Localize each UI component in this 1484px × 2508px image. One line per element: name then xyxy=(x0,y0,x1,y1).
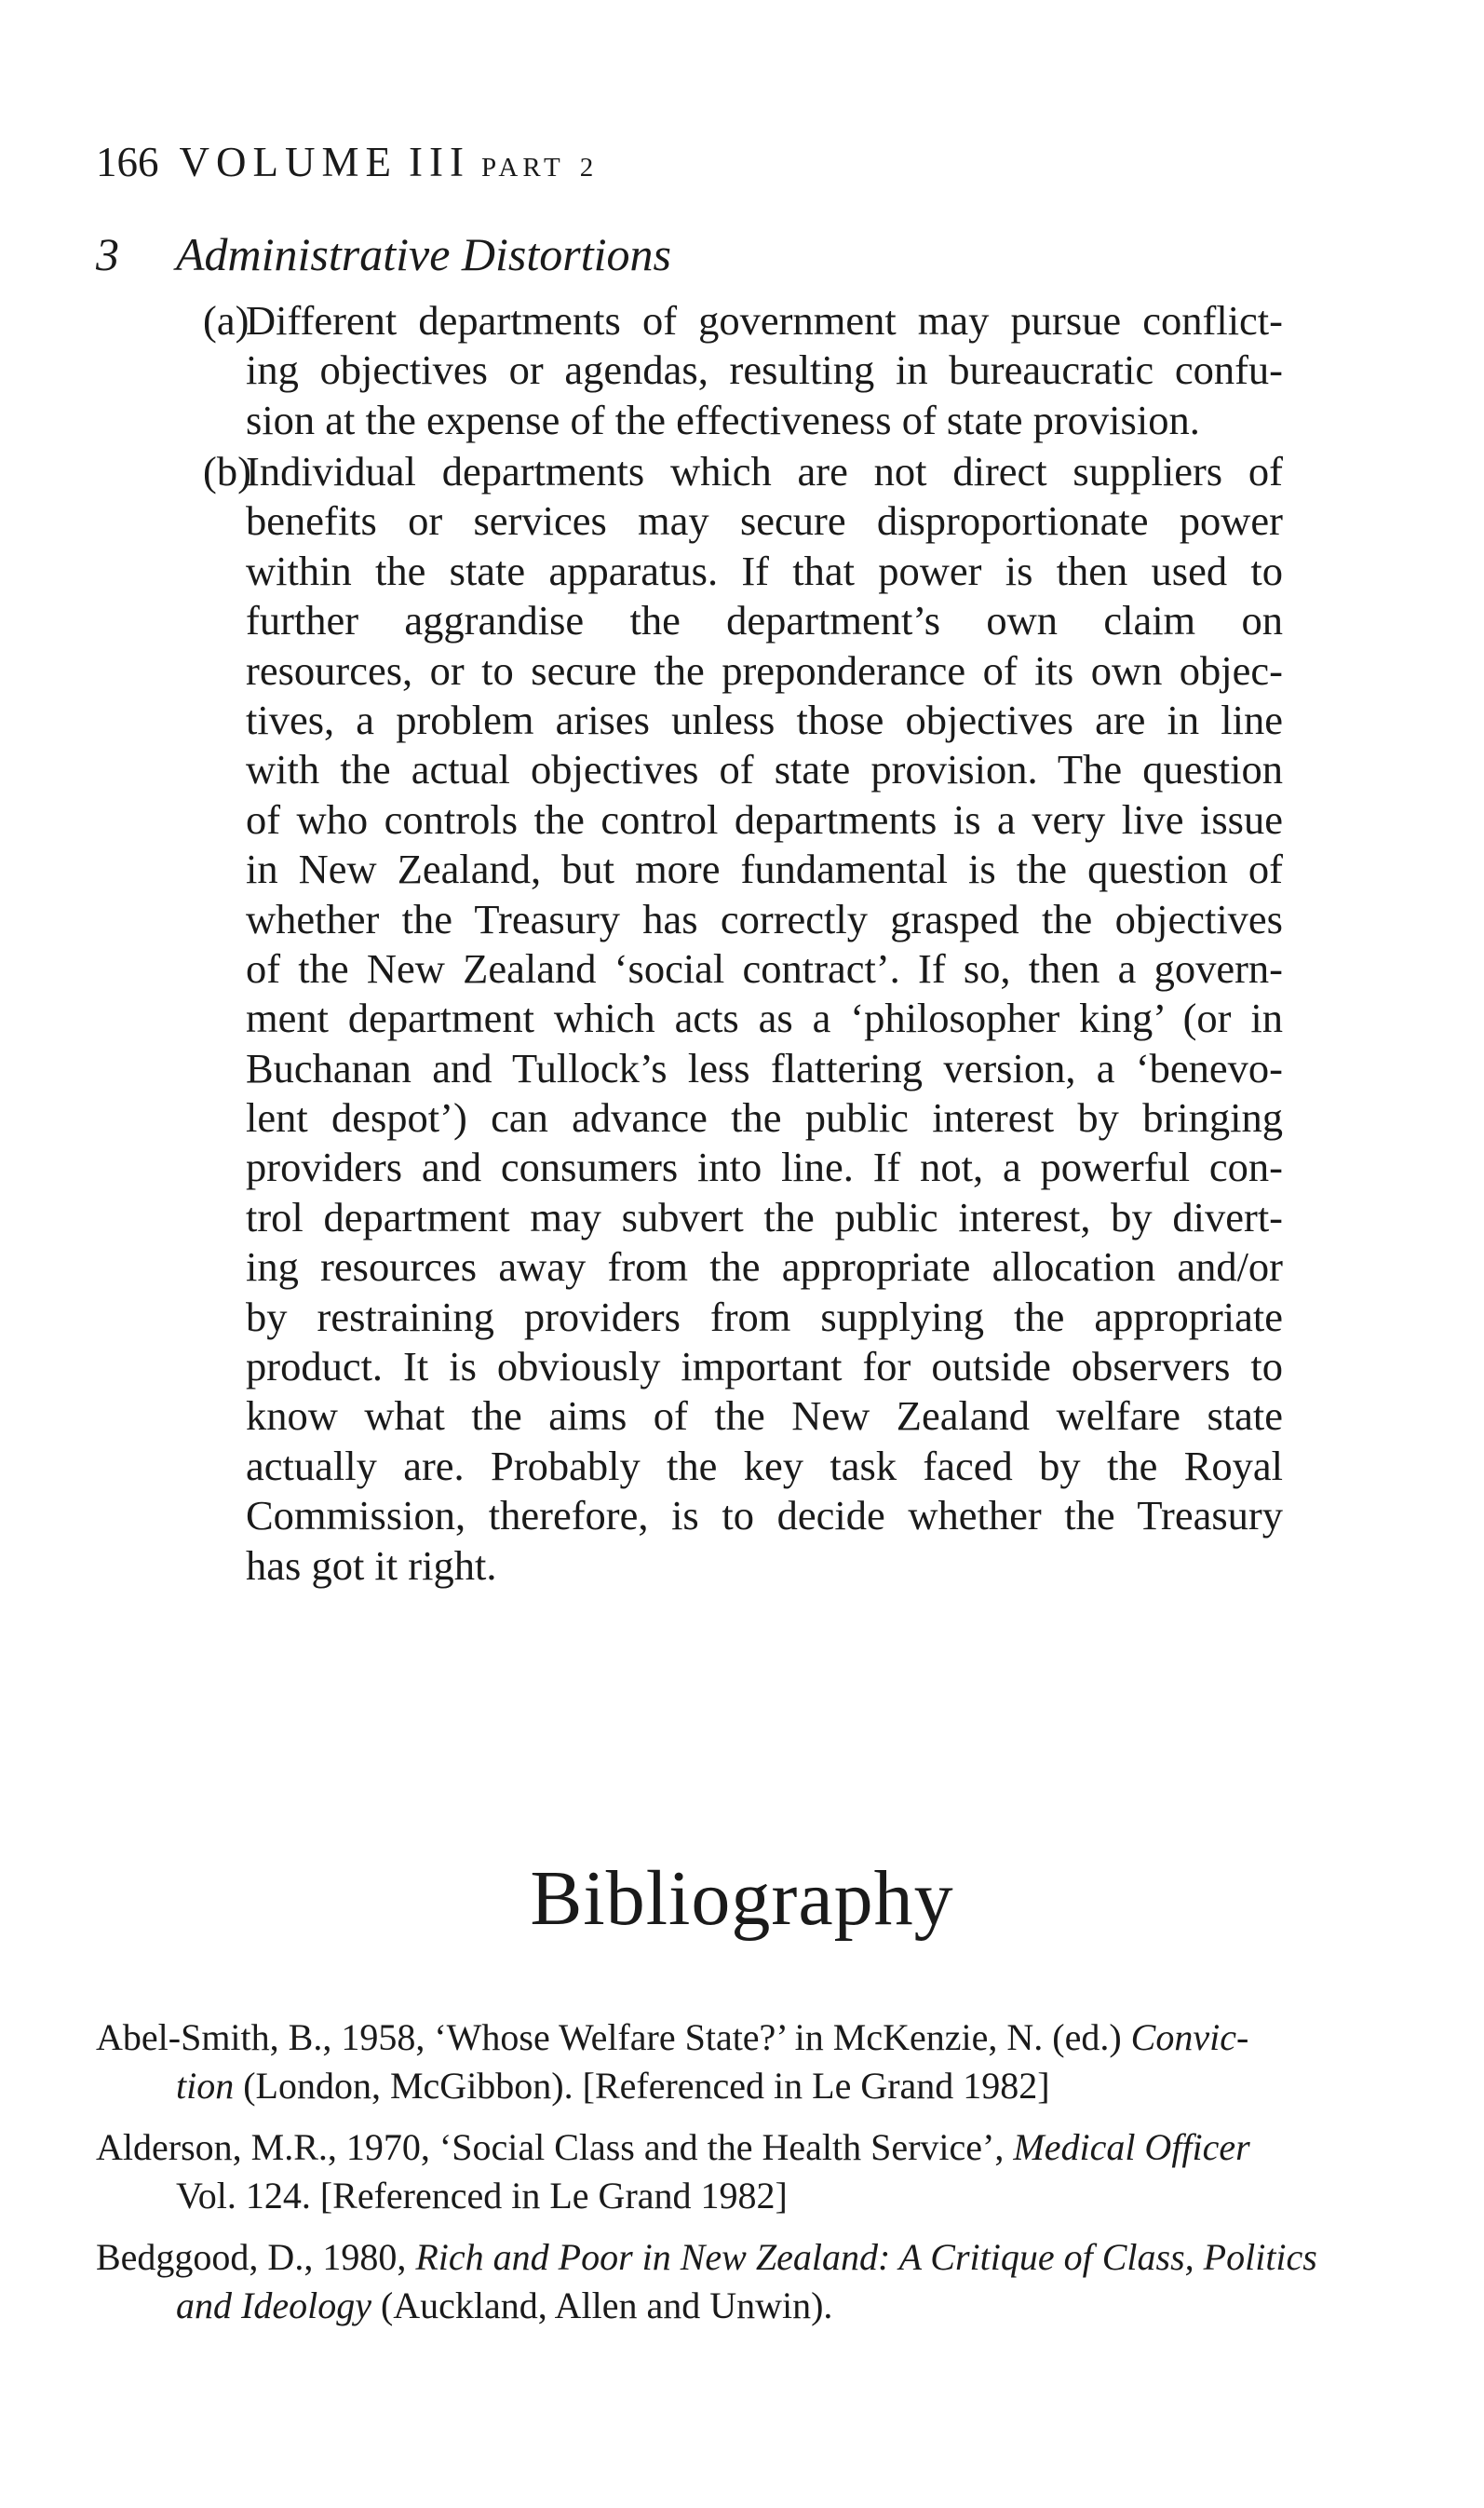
text-line: whether the Treasury has correctly grasped the objectives xyxy=(246,895,1283,942)
entry-line xyxy=(96,2013,1288,2062)
text-line: in New Zealand, but more fundamental is the question of xyxy=(246,846,1283,893)
text-line: within the state apparatus. If that power is then used to xyxy=(246,547,1283,594)
text-line: benefits or services may secure disproportionate power xyxy=(246,497,1283,545)
entry-line xyxy=(96,2123,1288,2172)
entry-text: (London, McGibbon). [Referenced in Le Grand 1982] xyxy=(234,2065,1050,2107)
section-number: 3 xyxy=(96,228,119,280)
text-line: product. It is obviously important for outside observers to xyxy=(246,1343,1283,1390)
text-line: further aggrandise the department’s own claim on xyxy=(246,597,1283,644)
entry-line xyxy=(96,2172,1288,2220)
entry-text: Abel-Smith, B., 1958, ‘Whose Welfare State?’ in McKenzie, N. (ed.) xyxy=(96,2016,1131,2058)
item-marker: (a) xyxy=(203,297,250,344)
text-line: ing resources away from the appropriate allocation and/or xyxy=(246,1243,1283,1291)
running-head xyxy=(96,138,593,186)
text-line: with the actual objectives of state provision. The question xyxy=(246,746,1283,793)
text-line: Buchanan and Tullock’s less flattering version, a ‘benevo- xyxy=(246,1044,1283,1091)
text-line: ing objectives or agendas, resulting in bureaucratic confu- xyxy=(246,346,1283,394)
bibliography-entry xyxy=(96,2123,1288,2220)
text-line: tives, a problem arises unless those objectives are in line xyxy=(246,696,1283,743)
text-line: ment department which acts as a ‘philosopher king’ (or in xyxy=(246,995,1283,1042)
part-label: PART xyxy=(480,153,565,183)
page-number: 166 xyxy=(96,139,159,185)
volume-label: VOLUME xyxy=(179,139,398,185)
text-line: by restraining providers from supplying the appropriate xyxy=(246,1293,1283,1340)
text-line: has got it right. xyxy=(246,1541,497,1589)
entry-title: Rich and Poor in New Zealand: A Critique of Class, Politics xyxy=(415,2236,1317,2278)
part-number: 2 xyxy=(579,153,594,183)
section-title xyxy=(96,227,671,281)
entry-title: tion xyxy=(176,2065,235,2107)
entry-title: Convic- xyxy=(1130,2016,1249,2058)
text-line: lent despot’) can advance the public interest by bringing xyxy=(246,1094,1283,1142)
volume-number: III xyxy=(408,139,470,185)
text-line: know what the aims of the New Zealand welfare state xyxy=(246,1392,1283,1440)
entry-line xyxy=(96,2062,1288,2110)
entry-line xyxy=(96,2282,1288,2330)
text-line: trol department may subvert the public interest, by divert- xyxy=(246,1193,1283,1240)
item-marker: (b) xyxy=(203,448,251,495)
text-line: Commission, therefore, is to decide whether the Treasury xyxy=(246,1492,1283,1539)
text-line: actually are. Probably the key task faced by the Royal xyxy=(246,1442,1283,1489)
text-line: sion at the expense of the effectiveness of state provision. xyxy=(246,396,1200,443)
list-item-a xyxy=(203,296,1283,445)
entry-text: Bedggood, D., 1980, xyxy=(96,2236,416,2278)
bibliography-entry xyxy=(96,2233,1317,2330)
text-line: Individual departments which are not direct suppliers of xyxy=(246,448,1283,495)
text-line: providers and consumers into line. If not, a powerful con- xyxy=(246,1144,1283,1191)
entry-title: Medical Officer xyxy=(1013,2126,1250,2168)
bibliography-entry xyxy=(96,2013,1288,2110)
section-title-text: Administrative Distortions xyxy=(176,228,671,280)
entry-text: Vol. 124. [Referenced in Le Grand 1982] xyxy=(176,2175,788,2217)
text-line: of the New Zealand ‘social contract’. If so, then a govern- xyxy=(246,944,1283,992)
entry-text: Alderson, M.R., 1970, ‘Social Class and the Health Service’, xyxy=(96,2126,1014,2168)
entry-text: (Auckland, Allen and Unwin). xyxy=(371,2284,833,2326)
bibliography-heading: Bibliography xyxy=(530,1855,954,1942)
text-line: Different departments of government may pursue conflict- xyxy=(246,297,1283,344)
text-line: of who controls the control departments is a very live issue xyxy=(246,795,1283,843)
entry-title: and Ideology xyxy=(176,2284,371,2326)
text-line: resources, or to secure the preponderance of its own objec- xyxy=(246,646,1283,694)
entry-line xyxy=(96,2233,1317,2282)
list-item-b xyxy=(203,447,1283,1591)
